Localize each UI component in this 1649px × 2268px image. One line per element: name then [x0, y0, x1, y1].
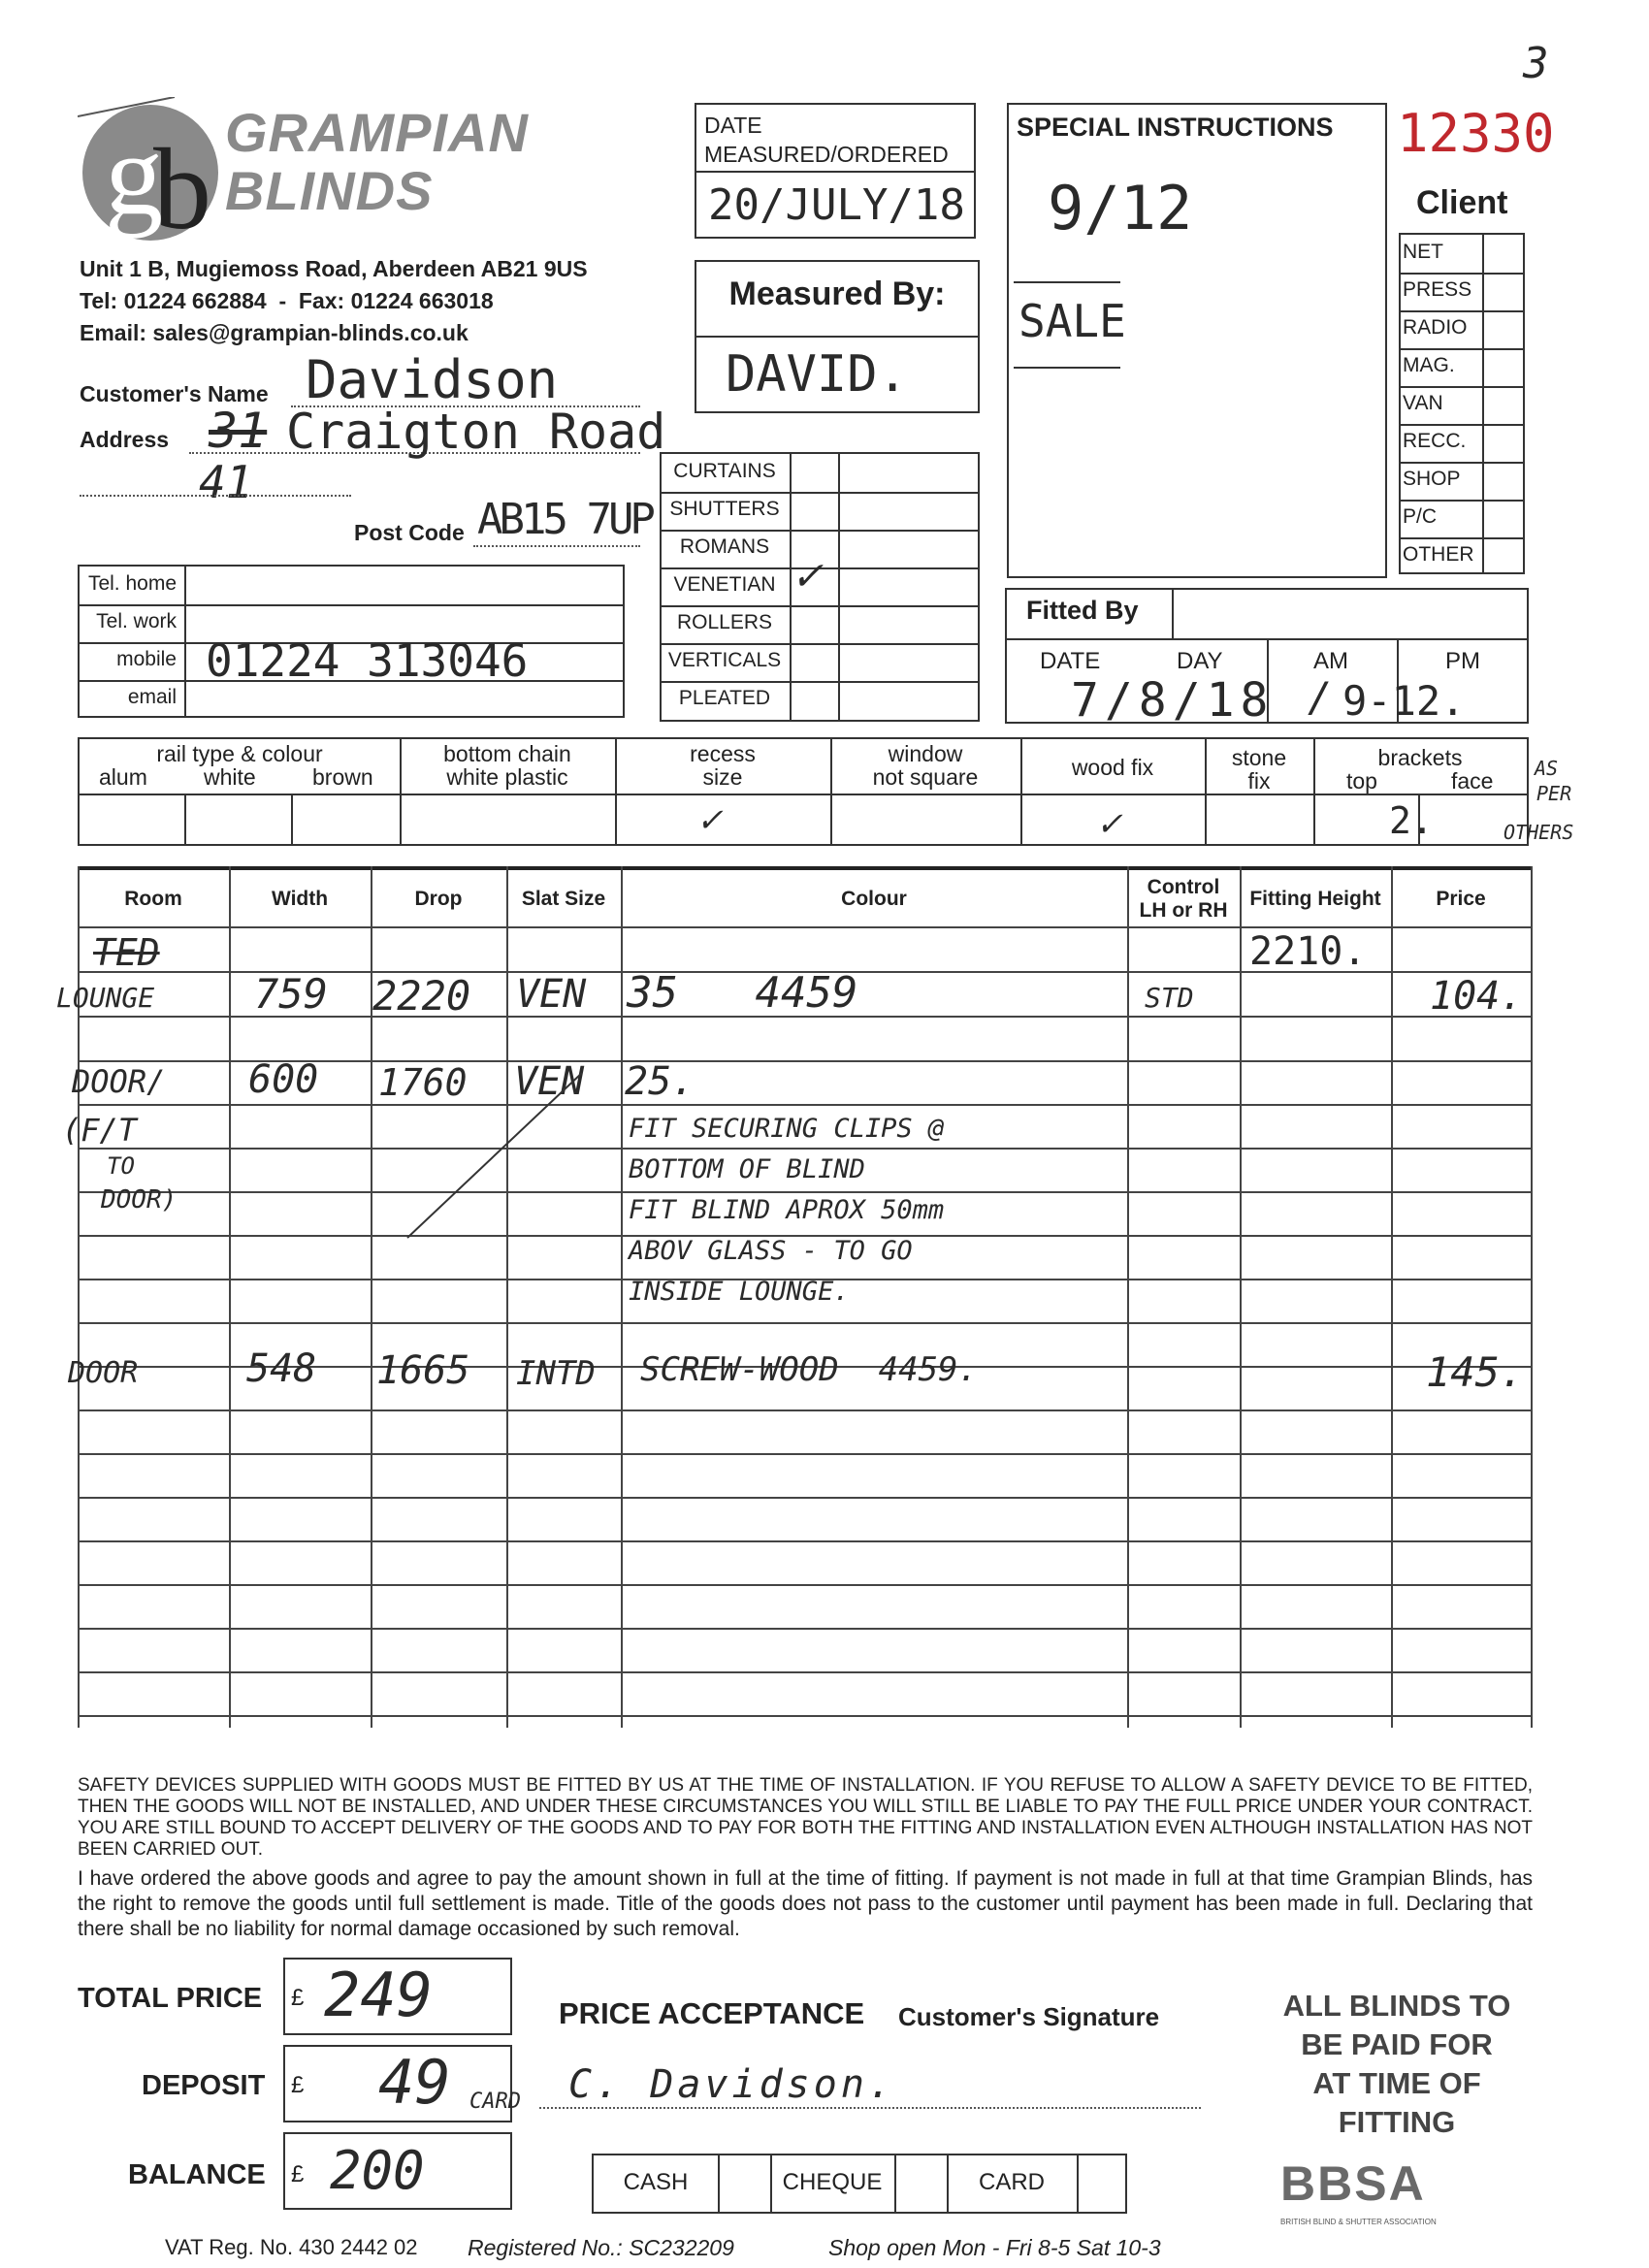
client-option: RADIO — [1403, 316, 1468, 339]
address-number: 41 — [199, 456, 253, 508]
fitted-box — [1005, 588, 1529, 728]
postcode-label: Post Code — [354, 520, 465, 545]
notice-line: ALL BLINDS TO — [1282, 1989, 1511, 2023]
product-label: ROLLERS — [676, 611, 773, 633]
product-row-divider — [662, 530, 978, 532]
table-row-line — [78, 1104, 1531, 1106]
fitting-note: ABOV GLASS - TO GO — [629, 1236, 913, 1266]
table-row-line — [78, 1409, 1531, 1411]
client-label: Client — [1416, 184, 1508, 221]
table-col-line — [229, 866, 231, 1728]
bbsa-logo: BBSA — [1280, 2156, 1426, 2211]
client-row-divider — [1401, 386, 1523, 388]
client-option: NET — [1403, 241, 1443, 263]
product-label: CURTAINS — [673, 460, 776, 482]
balance-currency: £ — [291, 2161, 305, 2187]
row1-room: LOUNGE — [56, 982, 155, 1014]
signature-line — [539, 2107, 1201, 2109]
table-header: Price — [1436, 888, 1486, 910]
client-row-divider — [1401, 500, 1523, 502]
acceptance-label: PRICE ACCEPTANCE — [559, 1996, 865, 2030]
deposit-label: DEPOSIT — [142, 2070, 266, 2101]
payment-divider — [718, 2155, 720, 2212]
company-logo — [78, 97, 233, 243]
company-name-2: BLINDS — [225, 160, 434, 221]
balance-value: 200 — [330, 2140, 425, 2201]
address-line-2 — [80, 495, 351, 497]
row3-slat: INTD — [516, 1354, 596, 1393]
company-address: Unit 1 B, Mugiemoss Road, Aberdeen AB21 9US — [80, 256, 588, 281]
client-box — [1399, 233, 1525, 574]
company-tel: Tel: 01224 662884 - Fax: 01224 663018 — [80, 288, 494, 313]
side-note-1: AS — [1535, 757, 1559, 780]
options-box — [78, 737, 1529, 846]
fitted-label: Fitted By — [1026, 596, 1139, 625]
address-label: Address — [80, 427, 170, 452]
product-row-divider — [662, 605, 978, 607]
row1-slat: VEN — [516, 972, 587, 1017]
recess-tick: ✓ — [698, 797, 721, 840]
notice-line: BE PAID FOR — [1301, 2027, 1493, 2061]
client-option: SHOP — [1403, 468, 1461, 490]
client-option: VAN — [1403, 392, 1443, 414]
safety-terms: SAFETY DEVICES SUPPLIED WITH GOODS MUST BE FITTED BY US AT THE TIME OF INSTALLATION. IF YOU REFUSE TO ALLOW A SAFETY DEVICE TO BE FITTED, THEN THE GOODS WILL NOT BE INSTALLED, AND UNDER THESE CIRCUMSTANCES YOU WILL STILL BE LIABLE TO PAY THE FULL PRICE UNDER YOUR CONTRACT. YOU ARE STILL BOUND TO ACCEPT DELIVERY OF THE GOODS AND TO PAY FOR BOTH THE FITTING AND INSTALLATION EVEN ALTHOUGH INSTALLATION HAS NOT BEEN CARRIED OUT. — [78, 1775, 1533, 1860]
page-number: 3 — [1523, 39, 1549, 88]
table-col-line — [1391, 866, 1393, 1728]
opt-top: top — [1346, 768, 1377, 794]
registered-number: Registered No.: SC232209 — [468, 2235, 734, 2260]
opt-face: face — [1451, 768, 1494, 794]
fitted-pm-label: PM — [1445, 648, 1480, 674]
fitting-note: BOTTOM OF BLIND — [629, 1154, 865, 1184]
row1-colour: 35 4459 — [627, 968, 858, 1018]
table-row-line — [78, 1453, 1531, 1455]
deposit-value: 49 — [378, 2047, 451, 2118]
opt-recess: recess — [690, 741, 756, 766]
payment-methods — [592, 2154, 1127, 2214]
fitted-day-label: DAY — [1177, 648, 1223, 674]
opt-stone2: fix — [1247, 768, 1271, 794]
row2-room-4: DOOR) — [101, 1185, 178, 1215]
fitting-note: INSIDE LOUNGE. — [629, 1277, 850, 1307]
payment-notice — [1242, 1987, 1552, 2142]
bbsa-sub: BRITISH BLIND & SHUTTER ASSOCIATION — [1280, 2218, 1437, 2226]
contact-row-divider — [80, 604, 623, 606]
contact-label: Tel. home — [87, 572, 177, 595]
total-currency: £ — [291, 1985, 305, 2011]
client-option: RECC. — [1403, 430, 1467, 452]
table-col-line — [621, 866, 623, 1728]
row3-room: DOOR — [68, 1356, 139, 1390]
payment-terms: I have ordered the above goods and agree to pay the amount shown in full at the time of fitting. If payment is not made in full at that time Grampian Blinds, has the right to remove the goods until full settlement is made. Title of the goods does not pass to the customer until payment has been made in full. Declaring that there shall be no liability for normal damage occasioned by such removal. — [78, 1867, 1533, 1940]
opt-white: white — [204, 764, 256, 790]
vat-number: VAT Reg. No. 430 2442 02 — [165, 2235, 418, 2259]
fitted-date: 7/8/18 — [1071, 673, 1275, 728]
fitted-am-label: AM — [1313, 648, 1348, 674]
table-row-line — [78, 1584, 1531, 1586]
svg-text:g: g — [105, 110, 163, 239]
row1-width: 759 — [254, 970, 328, 1018]
special-label: SPECIAL INSTRUCTIONS — [1017, 113, 1334, 142]
contact-col-divider — [184, 567, 186, 716]
opt-brackets: brackets — [1377, 745, 1463, 770]
contact-value: 01224 313046 — [206, 634, 529, 687]
shop-hours: Shop open Mon - Fri 8-5 Sat 10-3 — [828, 2235, 1161, 2260]
client-row-divider — [1401, 462, 1523, 464]
table-col-line — [1240, 866, 1242, 1728]
opt-chain2: white plastic — [446, 764, 568, 790]
product-label: VENETIAN — [673, 573, 776, 596]
client-option: P/C — [1403, 505, 1438, 528]
client-row-divider — [1401, 273, 1523, 275]
special-line2: SALE — [1018, 295, 1126, 347]
row3-drop: 1665 — [376, 1348, 470, 1393]
client-option: OTHER — [1403, 543, 1474, 566]
client-row-divider — [1401, 537, 1523, 539]
fitted-am: / — [1308, 673, 1333, 721]
product-label: SHUTTERS — [669, 498, 780, 520]
row3-price: 145. — [1426, 1348, 1525, 1396]
notice-line: FITTING — [1338, 2105, 1456, 2139]
product-label: PLEATED — [678, 687, 771, 709]
row1-control: STD — [1145, 982, 1194, 1014]
client-row-divider — [1401, 310, 1523, 312]
payment-divider — [947, 2155, 949, 2212]
row2-width: 600 — [248, 1057, 319, 1102]
table-header: Width — [271, 888, 329, 910]
payment-divider — [894, 2155, 896, 2212]
row0-height: 2210. — [1249, 929, 1367, 974]
payment-divider — [770, 2155, 772, 2212]
opt-rail: rail type & colour — [156, 741, 323, 766]
date-label: DATE MEASURED/ORDERED — [704, 113, 949, 167]
row1-price: 104. — [1430, 974, 1524, 1019]
client-option: PRESS — [1403, 278, 1472, 301]
table-header: Room — [124, 888, 182, 910]
contact-label: email — [127, 686, 177, 708]
deposit-currency: £ — [291, 2072, 305, 2098]
contact-box — [78, 565, 625, 718]
table-header: Colour — [841, 888, 907, 910]
customer-signature: C. Davidson. — [568, 2062, 895, 2107]
table-row-line — [78, 1540, 1531, 1542]
row2-room-2: (F/T — [62, 1112, 138, 1149]
opt-alum: alum — [99, 764, 147, 790]
row2-colour: 25. — [625, 1059, 695, 1104]
deposit-note: CARD — [469, 2090, 521, 2114]
product-row-divider — [662, 681, 978, 683]
client-row-divider — [1401, 424, 1523, 426]
opt-wood: wood fix — [1071, 755, 1154, 780]
customer-name-label: Customer's Name — [80, 381, 269, 406]
fitting-note: FIT SECURING CLIPS @ — [629, 1114, 945, 1144]
product-row-divider — [662, 492, 978, 494]
measured-value: DAVID. — [726, 345, 908, 404]
fitting-note: FIT BLIND APROX 50mm — [629, 1195, 945, 1225]
company-email: Email: sales@grampian-blinds.co.uk — [80, 320, 469, 345]
balance-label: BALANCE — [128, 2159, 266, 2190]
table-row-line — [78, 1191, 1531, 1193]
contact-row-divider — [80, 680, 623, 682]
row1-drop: 2220 — [372, 972, 471, 1020]
fitted-pm: 9-12. — [1342, 677, 1466, 725]
table-header: Slat Size — [521, 888, 606, 910]
row2-room: DOOR/ — [72, 1063, 166, 1100]
date-box — [695, 103, 976, 239]
payment-method: CHEQUE — [782, 2169, 883, 2195]
client-col-divider — [1482, 235, 1484, 572]
total-value: 249 — [324, 1960, 433, 2030]
payment-method: CASH — [623, 2169, 689, 2195]
table-header: Drop — [414, 888, 463, 910]
table-row-line — [78, 1497, 1531, 1499]
table-row-line — [78, 1715, 1531, 1717]
svg-text:b: b — [153, 124, 211, 243]
opt-window: window — [888, 741, 963, 766]
special-line1: 9/12 — [1048, 173, 1193, 243]
row3-colour: SCREW-WOOD 4459. — [640, 1350, 978, 1389]
row0-room: TED — [93, 931, 160, 974]
company-name-1: GRAMPIAN — [225, 102, 529, 163]
table-header: Control LH or RH — [1139, 876, 1228, 922]
acceptance-sub: Customer's Signature — [898, 2002, 1160, 2031]
total-label: TOTAL PRICE — [78, 1983, 263, 2014]
brackets-top-value: 2. — [1389, 799, 1434, 842]
table-col-line — [1127, 866, 1129, 1728]
table-row-line — [78, 1148, 1531, 1150]
special-box — [1007, 103, 1387, 578]
client-row-divider — [1401, 348, 1523, 350]
postcode: AB15 7UP — [477, 495, 652, 544]
postcode-line — [473, 545, 640, 547]
table-header: Fitting Height — [1249, 888, 1381, 910]
client-option: MAG. — [1403, 354, 1455, 376]
row2-strike-line — [388, 1067, 601, 1251]
date-value: 20/JULY/18 — [708, 180, 965, 230]
table-col-line — [1531, 866, 1533, 1728]
contact-label: Tel. work — [96, 610, 177, 632]
opt-brown: brown — [312, 764, 373, 790]
fitted-date-label: DATE — [1040, 648, 1101, 674]
row2-slat: VEN — [514, 1059, 585, 1104]
customer-name: Davidson — [306, 349, 559, 410]
payment-method: CARD — [978, 2169, 1045, 2195]
row2-room-3: TO — [107, 1152, 135, 1180]
opt-stone: stone — [1231, 745, 1287, 770]
payment-divider — [1077, 2155, 1079, 2212]
contact-label: mobile — [116, 648, 177, 670]
product-row-divider — [662, 643, 978, 645]
measured-label: Measured By: — [728, 275, 946, 312]
table-row-line — [78, 1671, 1531, 1673]
opt-recess2: size — [702, 764, 743, 790]
side-note-3: OTHERS — [1504, 821, 1574, 844]
product-tick: ✓ — [793, 548, 821, 600]
product-col-divider — [838, 454, 840, 720]
table-row-line — [78, 1322, 1531, 1324]
opt-chain: bottom chain — [443, 741, 571, 766]
opt-window2: not square — [872, 764, 979, 790]
table-col-line — [506, 866, 508, 1728]
measured-box — [695, 260, 980, 413]
row3-width: 548 — [246, 1346, 317, 1391]
side-note-2: PER — [1536, 782, 1572, 805]
row2-drop: 1760 — [378, 1061, 468, 1104]
product-label: VERTICALS — [667, 649, 782, 671]
address: Craigton Road — [286, 404, 666, 460]
table-row-line — [78, 1628, 1531, 1630]
table-row-line — [78, 926, 1531, 928]
product-col-divider — [790, 454, 792, 720]
order-number: 12330 — [1397, 103, 1555, 164]
wood-tick: ✓ — [1098, 801, 1120, 844]
address-strike: 31 — [209, 403, 268, 459]
products-box — [660, 452, 980, 722]
product-label: ROMANS — [679, 535, 770, 558]
notice-line: AT TIME OF — [1312, 2066, 1481, 2100]
